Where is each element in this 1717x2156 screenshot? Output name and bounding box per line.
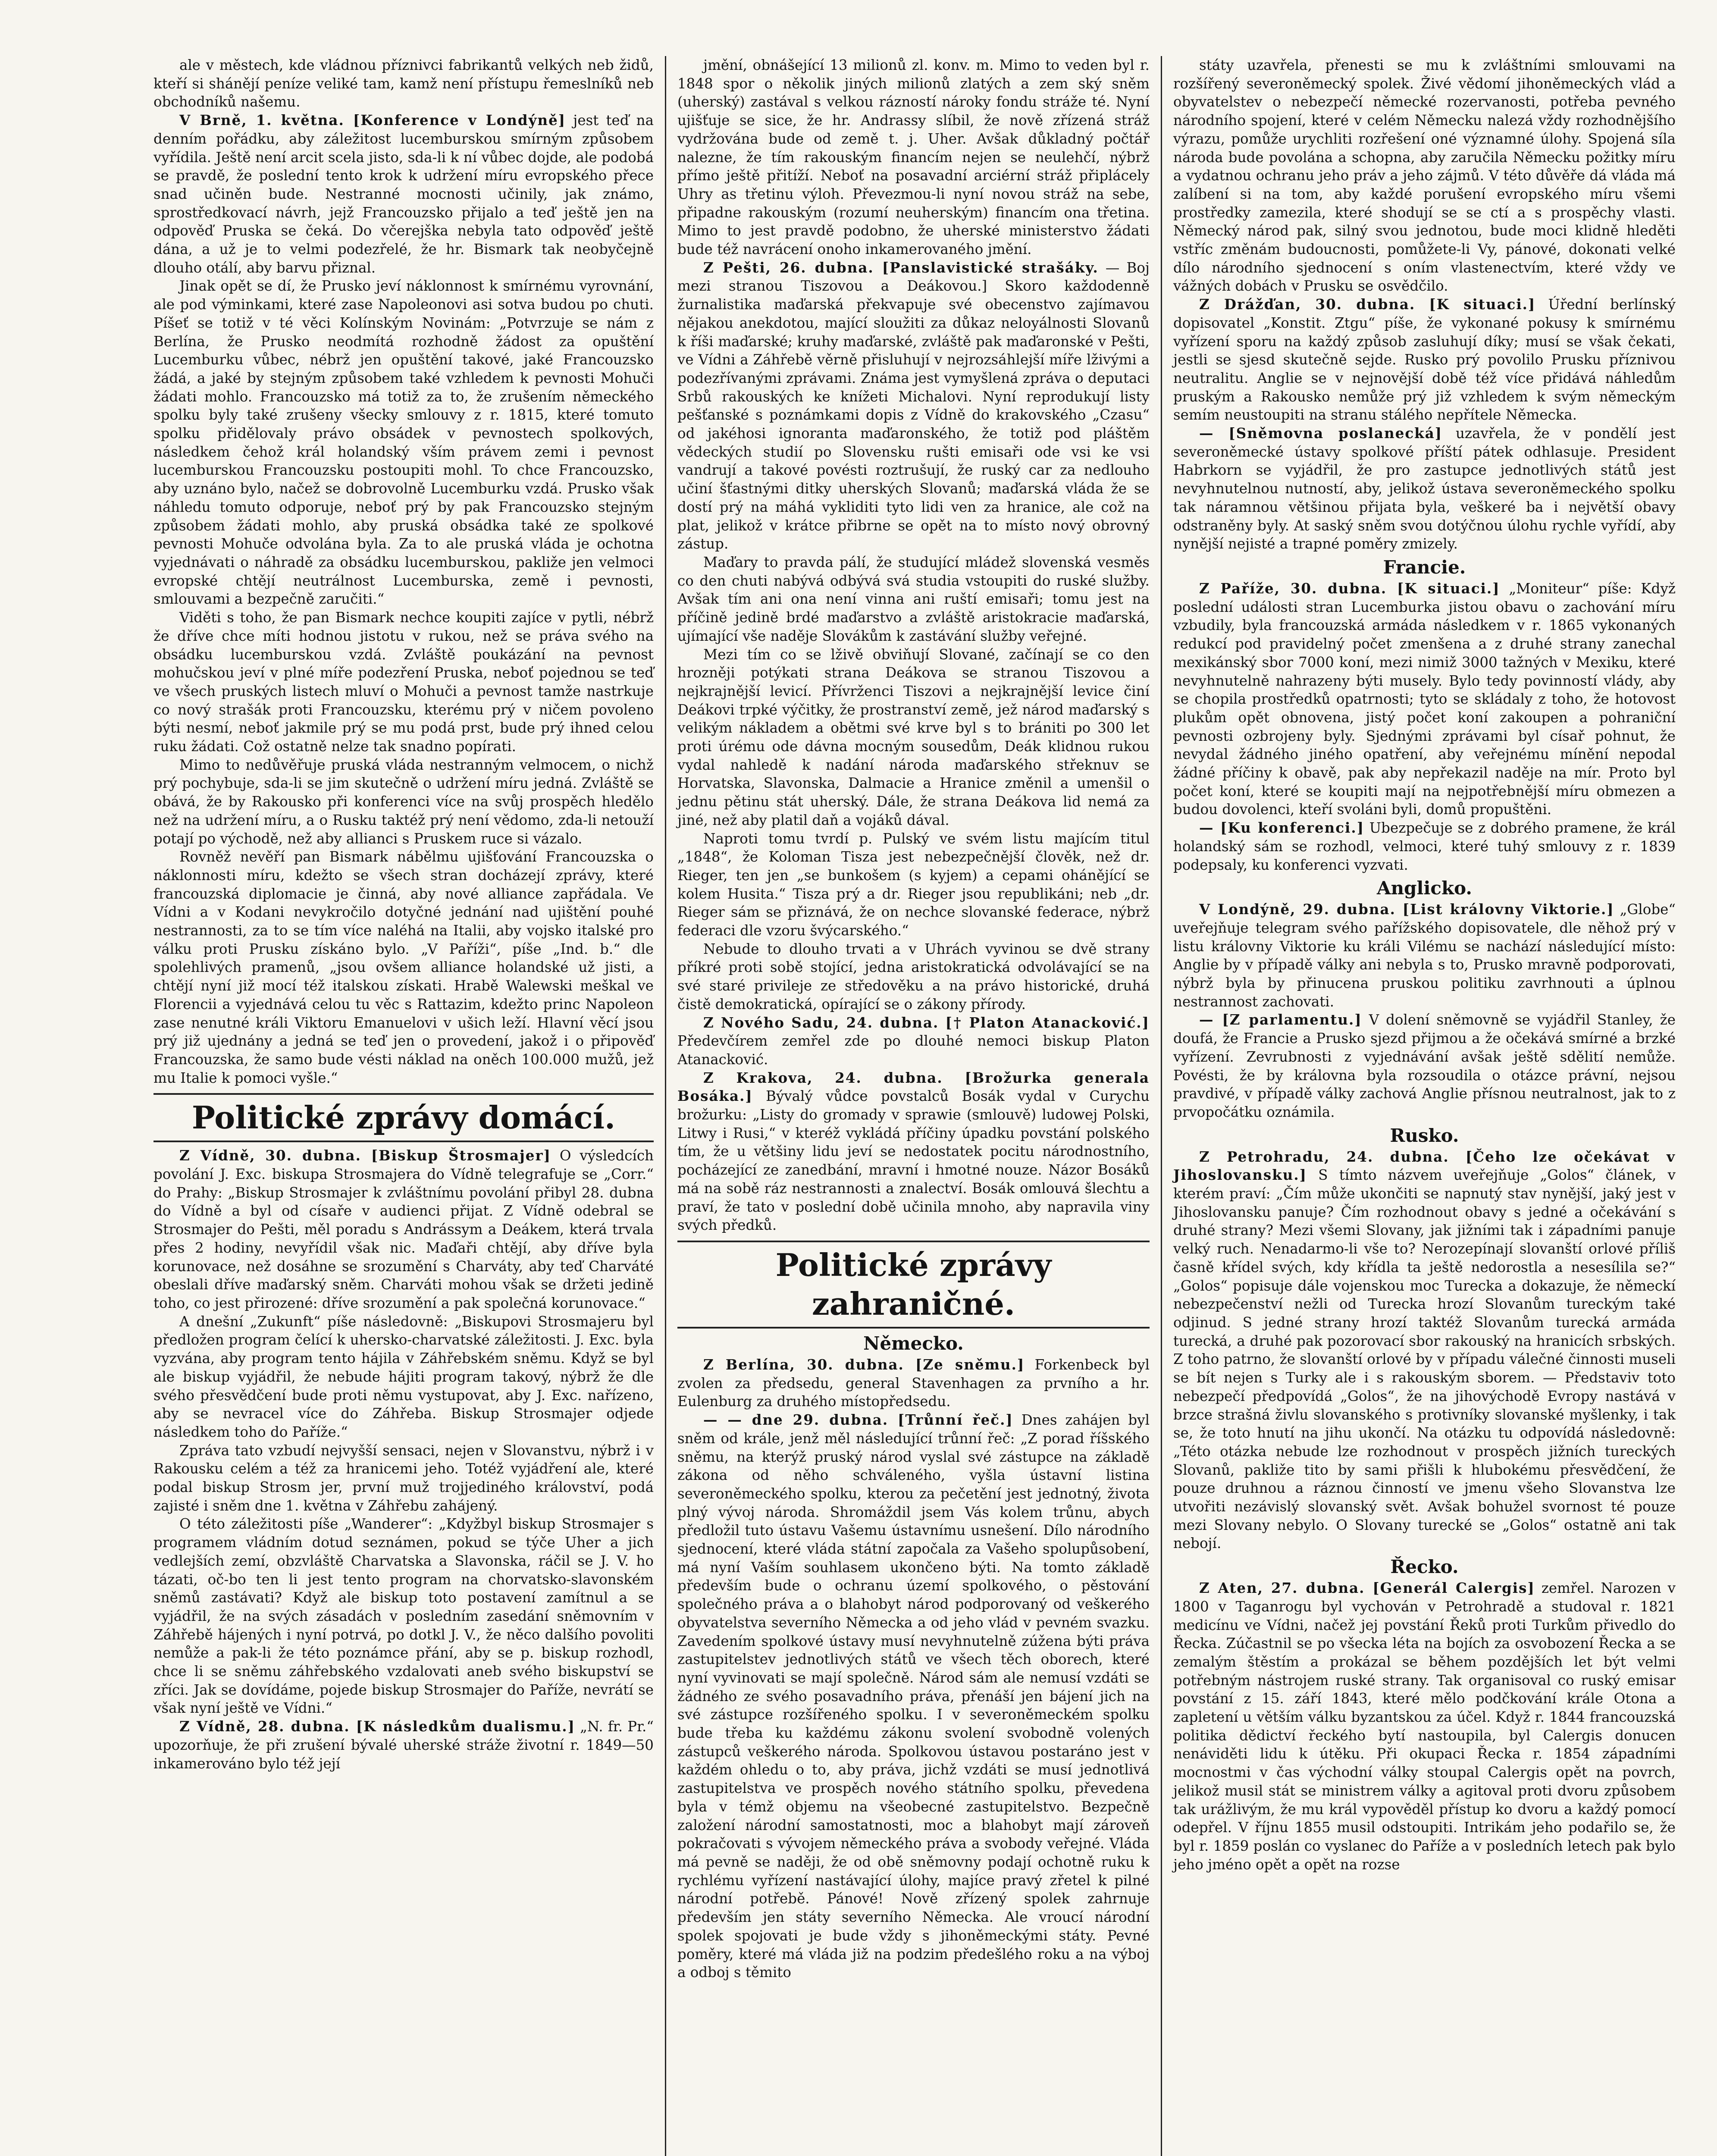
paragraph: O této záležitosti píše „Wanderer“: „Kdyžbyl biskup Strosmajer s programem vládním dotud seznámen, pokud se týče Uher a jich vedlejších zemí, obzvláště Charvatska a Slavonska, ráčil se J. V. ho tázati, oč-bo ten li jest tento program na chorvatsko-slavonském sněmů zastávati? Když ale biskup toto postavení zamítnul a se vyjádřil, že na svých zásadách v posledním zasedání sněmovním v Záhřebě hájených i nyní potrvá, po dotkl J. V., že něco dalšího povoliti nemůže a pak-li že této poznámce přání, aby se p. biskup rozhodl, chce li se sněmu záhřebského vzdalovati aneb svého biskupství se zříci. Jak se dovídáme, pojede biskup Strosmajer do Paříže, nevrátí se však nyní ještě ve Vídni.“ [154,1516,654,1717]
section-heading-domestic: Politické zprávy domácí. [154,1093,654,1142]
country-heading-france: Francie. [1383,556,1466,578]
paragraph: ale v městech, kde vládnou příznivci fabrikantů velkých neb židů, kteří si shánějí peníze veliké tam, kamž není přístupu řemeslníků neb obchodníků našemu. [154,57,654,110]
news-text: Bývalý vůdce povstalců Bosák vydal v Curychu brožurku: „Listy do gromady v sprawie (smlouvě) ludowej Polski, Litwy i Rusi,“ v kteréž vykládá příčiny úpadku povstání polského tím, že u většiny lidu jeví se nedostatek pocitu národnostního, pocházející ze zanedbání, mravní i hmotné nouze. Názor Bosáků má na sobě ráz nestrannosti a znalectví. Bosák omlouvá šlechtu a praví, že tato v poslední době učinila mnoho, aby napravila viny svých předků. [677,1088,1150,1234]
news-item-athens [1173,1579,1676,1874]
dateline: Z Vídně, 28. dubna. [K následkům dualismu.] [179,1718,575,1735]
dateline: V Brně, 1. května. [Konference v Londýně] [179,112,566,129]
paragraph: Viděti s toho, že pan Bismark nechce koupiti zajíce v pytli, nébrž že dříve chce míti hodnou jistotu v rukou, než se práva svého na obsádku lucemburskou vzdá. Zvláště poukázání na pevnost mohučskou jeví v plné míře podezření Pruska, neboť pojednou se teď ve všech pruských listech mluví o Mohuči a pevnost tamže nastrkuje co nový strašák proti Francouzsku, kterému prý v ničem povoleno býti nesmí, neboť jakmile prý se mu podá prst, bude prý ihned celou ruku žádati. Což ostatně nelze tak snadno popírati. [154,609,654,755]
columns [142,56,1687,2156]
dateline: Z Paříže, 30. dubna. [K situaci.] [1199,580,1500,597]
news-text: Dnes zahájen byl sněm od krále, jenž měl následující trůnní řeč: „Z porad říšského sněmu, na kterýž pruský národ vyslal své zástupce na základě zákona od něho schváleného, vyšla ústavní listina severoněmeckého spolku, kterou za pečetění jest jednotný, života plný vývoj národa. Shromáždil jsem Vás kolem trůnu, abych předložil tuto ústavu Vašemu ústavnímu usnešení. Dílo národního sjednocení, které vláda státní započala za Vašeho spolupůsobení, má nyní Vaším souhlasem ukončeno býti. Na tomto základě především bude o ochranu území spolkového, o pěstování společného práva a o blahobyt národ podporovaný od veškerého obyvatelstva severního Německa a od jeho vlád v pevném svazku. Zavedením spolkové ústavy musí nevyhnutelně zúžena býti práva zastupitelstev jednotlivých států ve všech těch oborech, které nyní vyvinovati se mají společně. Národ sám ale nemusí vzdáti se žádného ze svého posavadního práva, přenáší jen bájení jich na své zástupce rozšířeného spolku. I v severoněmeckém spolku bude třeba ku každému zákonu svolení svobodně volených zástupců veškerého národa. Spolkovou ústavou postaráno jest v každém ohledu o to, aby práva, jichž vzdáti se musí jednotlivá zastupitelstva ve prospěch nového státního spolku, převedena byla v témž objemu na všeobecné zastupitelstvo. Bezpečně založení národní samostatnosti, moc a blahobyt mají zároveň pokračovati s vývojem německého práva a svobody veřejné. Vláda má pevně se naději, že od obě sněmovny podají ochotně ruku k rychlému vyřízení nastávající úlohy, majíce pravý zřetel k pilné národní potřebě. Pánové! Nově zřízený spolek zahrnuje především jen státy severního Německa. Ale vroucí národní spolek spojovati je bude vždy s jihoněmeckými státy. Pevné poměry, které má vláda již na podzim předešlého roku a na výboj a odboj s těmito [677,1412,1150,1981]
dateline: — [Ku konferenci.] [1199,819,1365,837]
news-item-parliament [1173,1011,1676,1121]
news-item-petersburg [1173,1148,1676,1553]
column-1 [142,56,666,2156]
news-item-chamber [1173,424,1676,553]
news-text: O výsledcích povolání J. Exc. biskupa Strosmajera do Vídně telegrafuje se „Corr.“ do Prahy: „Biskup Strosmajer k zvláštnímu povolání přibyl 28. dubna do Vídně a byl od císaře v audienci přijat. Z Vídně odebral se Strosmajer do Pešti, měl poradu s Andrássym a Deákem, která trvala přes 2 hodiny, nevyřídil však nic. Maďaři chtějí, aby dříve byla korunovace, než dosáhne se srozumění s Charváty, aby teď Charváté obeslali dříve maďarský sněm. Charváti mohou však se držeti jedině toho, co jest přirozené: dříve srozumění a pak společná korunovace.“ [154,1147,654,1311]
news-text: uzavřela, že v pondělí jest severoněmecké ústavy spolkové příští pátek odhlasuje. President Habrkorn se vyjádřil, že pro zastupce jednotlivých států jest nevyhnutelnou nutností, aby, jelikož ústava severoněmeckého spolku tak náramnou většinou přijata byla, veškeré ba i největší obavy odstraněny byly. At saský sněm svou dotýčnou úlohu rychle vyřídí, aby nynější nejisté a trapné poměry zmizely. [1173,425,1676,552]
dateline: Z Berlína, 30. dubna. [Ze sněmu.] [703,1356,1025,1373]
country-heading-greece: Řecko. [1390,1556,1459,1578]
news-item-dresden [1173,295,1676,424]
country-heading-england: Anglicko. [1377,877,1472,899]
news-text: Předevčírem zemřel zde po dlouhé nemoci biskup Platon Atanacković. [677,1033,1150,1068]
news-text: S tímto názvem uveřejňuje „Golos“ článek, v kterém praví: „Čím může ukončiti se napnutý stav nynější, jaký jest v Jihoslovansku panuje? Čím rozhodnout obavy s jedné a očekávání s druhé strany? Mezi všemi Slovany, jak jižními tak i západními panuje velký ruch. Nenadarmo-li vše to? Nerozepínají slovanští orlové příliš časně křídel svých, kdy křídla ta ještě nedorostla a nesesílila se?“ „Golos“ popisuje dále vojenskou moc Turecka a dokazuje, že německí nebezpečenství nežli od Turecka hrozí Slovanům tureckým také odjinud. S jedné strany hrozí taktéž Slovanům turecká armáda turecká, a druhé pak pozorovací sbor rakouský na hranicích srbských. Z toho patrno, že slovanští orlové by v případu válečné činnosti museli se bít nejen s Turky ale i s rakouským sborem. — Představiv toto nebezpečí předpovídá „Golos“, že na jihovýchodě Evropy nastává v brzce strašná živlu slovanského s protivníky slovanské myšlenky, i tak se, že toto hnutí na jihu ukončí. Na otázku tu odpovídá následovně: „Této otázka nebude lze rozhodnout v prospěch jižních tureckých Slovanů, pakliže tito by sami přišli k hlubokému přesvědčení, že pouze druhnou a ráznou činností ve jmenu všeho Slovanstva lze utvořiti nezávislý slovanský svět. Avšak bohužel svornost té pouze mezi Slovany nebylo. O Slovany turecké se „Golos“ ostatně ani tak nebojí. [1173,1167,1676,1552]
paragraph: Nebude to dlouho trvati a v Uhrách vyvinou se dvě strany příkré proti sobě stojící, jedna aristokratická odvolávající se na své staré privileje ze středověku a na právo historické, druhá čistě demokratická, opírající se o zákony přírody. [677,940,1150,1012]
dateline: Z Vídně, 30. dubna. [Biskup Štrosmajer] [179,1147,551,1164]
dateline: — — dne 29. dubna. [Trůnní řeč.] [703,1411,1013,1429]
column-3 [1162,56,1687,2156]
dateline: Z Nového Sadu, 24. dubna. [† Platon Atanacković.] [703,1014,1150,1031]
news-text: V dolení sněmovně se vyjádřil Stanley, že doufá, že Francie a Prusko sjezd přijmou a že očekává smírné a brzké vyřízení. Zevrubnosti z vyjednávání avšak ještě sdělití nemůže. Povésti, že by královna byla rozsoudila o otázce právní, nejsou pravdivé, v případě války zachová Anglie přísnou neutralnost, jak to z prvopočátku oznámila. [1173,1012,1676,1120]
dateline: Z Petrohradu, 24. dubna. [Čeho lze očekávat v Jihoslovansku.] [1173,1148,1676,1184]
dateline: — [Z parlamentu.] [1199,1011,1362,1028]
news-item-london [1173,900,1676,1011]
news-item-vienna-dualism [154,1717,654,1773]
news-text: „Globe“ uveřejňuje telegram svého pařížského dopisovatele, dle něhož prý v listu královny Viktorie ku králi Vilému se nachází následující místo: Anglie by v případě války ani nebyla s to, Prusko mravně podporovati, nýbrž byla by přinucena pruskou politiku zavrhnouti a úplnou nestrannost zachovati. [1173,901,1676,1010]
dateline: — [Sněmovna poslanecká] [1199,425,1443,442]
dateline: Z Krakova, 24. dubna. [Brožurka generala Bosáka.] [677,1069,1150,1105]
news-text: zemřel. Narozen v 1800 v Taganrogu byl vychován v Petrohradě a studoval r. 1821 medicínu ve Vídni, načež jej povstání Řeků proti Turkům přivedlo do Řecka. Zúčastnil se po všecka léta na bojích za osvobození Řecka a se zemalým štěstím a prokázal se během pozdějších let být velmi potřebným nástrojem ruské strany. Tak organisoval co ruský emisar povstání z 15. září 1843, které mělo podčkování krále Otona a zapletení u větším válku byzantskou za účel. Když r. 1844 francouzská politika dědictví řeckého bytí nastoupila, byl Calergis donucen nenáviděti lidu k útěku. Při okupaci Řecka r. 1854 západními mocnostmi v čas východní války stoupal Calergis opět na povrch, jelikož musil stát se ministrem války a agitoval proti dvoru způsobem tak urážlivým, že mu král vypověděl přístup ko dvoru a každý pomocí odepřel. V říjnu 1855 musil odstoupiti. Intrikám jeho podařilo se, že byl r. 1859 poslán co vyslanec do Paříže a v posledních letech pak bylo jeho jméno opět a opět na rozse [1173,1580,1676,1873]
country-heading-germany: Německo. [863,1333,964,1354]
news-text: Forkenbeck byl zvolen za předsedu, general Stavenhagen za prvního a hr. Eulenburg za druhého místopředsedu. [677,1357,1150,1410]
news-item-berlin [677,1356,1150,1411]
news-item-conference [1173,819,1676,874]
news-text: Ubezpečuje se z dobrého pramene, že král holandský sám se rozhodl, velmoci, které tuhý smlouvy z r. 1839 podepsaly, ku konferenci vyzvati. [1173,820,1676,873]
country-heading-russia: Rusko. [1390,1125,1459,1146]
paragraph: Mezi tím co se lživě obviňují Slované, začínají se co den hrozněji potýkati strana Deákova se stranou Tiszovou a nejkrajnější levicí. Přívrženci Tiszovi a nejkrajnější levice činí Deákovi trpké výčitky, že prostranství země, jež národ maďarský s velikým nákladem a obětmi své krve byl s to brániti po 300 let proti úrému ode dávna mocným sousedům, Deák klidnou rukou vydal nahledě k nadání národa maďarského střeknuv se Horvatska, Slavonska, Dalmacie a Hranice změnil a umenšil o jednu pětinu stát uherský. Dále, že strana Deákova lid nemá za jiné, než aby platil daň a vojáků dával. [677,646,1150,828]
paragraph: Zpráva tato vzbudí nejvyšší sensaci, nejen v Slovanstvu, nýbrž i v Rakousku celém a též za hranicemi jeho. Totéž vyjádření ale, které podal biskup Strosm jer, první muž trojjediného království, podá zajisté i sněm dne 1. května v Záhřebu zahájený. [154,1442,654,1514]
section-heading-foreign: Politické zprávy zahraničné. [677,1241,1150,1329]
paragraph: A dnešní „Zukunft“ píše následovně: „Biskupovi Strosmajeru byl předložen program čelící k uhersko-charvatské záležitosti. J. Exc. byla vyzvána, aby program tento hájila v Záhřebském sněmu. Když se byl ale biskup vyjádřil, že nebude hájiti program takový, nýbrž že dle svého přesvědčení bude proti němu vystupovat, aby J. Exc. nařízeno, aby se nevracel více do Záhřeba. Biskup Strosmajer odjede následkem toho do Paříže.“ [154,1313,654,1440]
news-item-throne-speech [677,1411,1150,1982]
news-item-vienna [154,1147,654,1312]
paragraph: Jinak opět se dí, že Prusko jeví náklonnost k smírnému vyrovnání, ale pod výminkami, které zase Napoleonovi asi sotva budou po chuti. Píšeť se totiž v té věci Kolínským Novinám: „Potvrzuje se nám z Berlína, že Prusko neodmítá rozhodně žádost za opuštění Lucemburku vůbec, nébrž jen opuštění takové, jaké Francouzsko žádá, a jaké by stejným způsobem také vzhledem k pevnosti Mohuči žádati mohlo. Francouzsko má totiž za to, že zrušením německého spolku byly také zrušeny všecky smlouvy z r. 1815, které tomuto spolku přidělovaly právo obsádek v pevnostech spolkových, následkem čehož král holandský vším právem zemi i pevnost lucemburskou Francouzsku postoupiti mohl. To chce Francouzsko, aby uznáno bylo, načež se dobrovolně Lucemburku vzdá. Prusko však náhledu tomuto odporuje, neboť prý by pak Francouzsko stejným způsobem žádati mohlo, aby pruská obsádka také ze spolkové pevnosti Mohuče odvolána byla. Za to ale pruská vláda je ochotna vyjednávati o náhradě za obsádku lucemburskou, pakliže jen velmoci evropské chtějí neutrálnost Lucemburska, země i pevnosti, smlouvami a bezpečně zaručiti.“ [154,278,654,608]
paragraph: Mimo to nedůvěřuje pruská vláda nestranným velmocem, o nichž prý pochybuje, sda-li se jim skutečně o udržení míru jedná. Zvláště se obává, že by Rakousko při konferenci více na svůj prospěch hledělo než na udržení míru, a o Rusku taktéž prý není vědomo, zda-li netouží potají po východě, než aby allianci s Pruskem ruce si vázalo. [154,756,654,847]
column-2 [666,56,1162,2156]
news-text: jest teď na denním pořádku, aby záležitost lucemburskou smírným způsobem vyřídila. Ještě není arcit scela jisto, sda-li k ní vůbec dojde, ale podobá se pravdě, že poslední tento krok k udržení míru evropského přece snad učiněn bude. Nestranné mocnosti učinily, jak známo, sprostředkovací návrh, jejž Francouzsko přijalo a teď ještě jen na odpověď Pruska se čeká. Do včerejška nebyla tato odpověď ještě dána, a už je to velmi podezřelé, že hr. Bismark tak neobyčejně dlouho otálí, aby barvu přiznal. [154,112,654,276]
dateline: V Londýně, 29. dubna. [List královny Viktorie.] [1199,901,1614,918]
news-item-novi-sad [677,1014,1150,1069]
paragraph: jmění, obnášející 13 milionů zl. konv. m. Mimo to veden byl r. 1848 spor o několik jiných milionů zlatých a zem ský sněm (uherský) zastával s velkou rázností nároky fondu stráže té. Nyní ujišťuje se sice, že hr. Andrassy slíbil, že nově zřízená stráž vydržována bude od země t. j. Uher. Avšak důkladný počtář nalezne, že tím rakouským financím nejen se neulehčí, nýbrž přímo ještě přitíží. Neboť na posavadní arciérní stráž připlácely Uhry as třetinu výloh. Převezmou-li nyní novou stráž na sebe, připadne rakouským (rozumí neuherským) financím ona třetina. Mimo to jest pravdě podobno, že uherské ministerstvo žádati bude též navrácení onoho inkamerovaného jmění. [677,57,1150,258]
paragraph: Maďary to pravda pálí, že studující mládež slovenská vesměs co den chuti nabývá odbývá svá studia vstoupiti do ruské služby. Avšak tím ani ona není vinna ani ruští emisaři; tomu jest na příčině jedině brdé maďarstvo a zvláště aristokracie maďarská, ujímající vše naděje Slovákům k zastávání služby veřejné. [677,554,1150,644]
paragraph: Naproti tomu tvrdí p. Pulský ve svém listu majícím titul „1848“, že Koloman Tisza jest nebezpečnější člověk, než dr. Rieger, ten jen „se bunkošem (s kyjem) a cepami ohánějící se kolem Husita.“ Tisza prý a dr. Rieger jsou republikáni; neb „dr. Rieger sám se přiznává, že on nechce slovanské federace, nýbrž federaci dle vzoru švýcarského.“ [677,830,1150,939]
news-item-paris [1173,580,1676,819]
news-item-krakow [677,1069,1150,1235]
paragraph: Rovněž nevěří pan Bismark nábělmu ujišťování Francouzska o náklonnosti míru, kdežto se všech stran docházejí zprávy, které francouzská diplomacie je činná, aby nové alliance zapřádala. Ve Vídni a v Kodani nevykročilo dotyčné jednání nad ujištění pouhé nestrannosti, za to se tím více naléhá na Italii, aby vojsko italské pro válku proti Prusku získáno bylo. „V Paříži“, píše „Ind. b.“ dle spolehlivých pramenů, „jsou ovšem alliance holandské už jisti, a chtějí nyní již mocí též italskou získati. Hrabě Walewski meškal ve Florencii a vyjednává celou tu věc s Rattazim, kdežto princ Napoleon zase nenutné králi Viktoru Emanuelovi v ušich leží. Hlavní věcí jsou prý již ujednány a jedná se teď jen o provedení, jakož i o připověď Francouzska, že samo bude vésti náklad na oněch 100.000 mužů, jež mu Italie k pomoci vyšle.“ [154,849,654,1086]
dateline: Z Aten, 27. dubna. [Generál Calergis] [1199,1579,1535,1597]
news-item-pest [677,259,1150,553]
news-text: „N. fr. Pr.“ upozorňuje, že při zrušení bývalé uherské stráže životní r. 1849—50 inkamerováno bylo též její [154,1718,654,1772]
news-text: — Boj mezi stranou Tiszovou a Deákovou.] Skoro každodenně žurnalistika maďarská překvapuje své obecenstvo zajímavou nějakou anekdotou, mající sloužiti za důkaz neloyálnosti Slovanů k říši maďarské; kruhy maďarské, zvláště pak maďaronské v Pešti, ve Vídni a Záhřebě věrně přisluhují v nejrozsáhlejší míře lživými a podezřívanými zprávami. Známa jest vymyšlená zpráva o deputaci Srbů rakouských ke knížeti Michalovi. Nyní reprodukují listy pešťanské s poznámkami dopis z Vídně do krakovského „Czasu“ od jakéhosi ignoranta maďaronského, že totiž pod pláštěm vědeckých studií po Slovensku rušti emisaři ode vsi ke vsi vandrují a takové povésti roztrušují, že ruský car za nedlouho učiní šťastnými ditky uherských Slovanů; maďarská vláda že se dostí prý na máhá vykliditi tyto lidi ven za hranice, ale což na plat, jelikož v krátce přibrne se opět na to místo nový obrovný zástup. [677,259,1150,552]
paragraph: státy uzavřela, přenesti se mu k zvláštními smlouvami na rozšířený severoněmecký spolek. Živé vědomí jihoněmeckých vlád a obyvatelstev o nebezpečí německé rozervanosti, potřeba pevného národního spojení, které v celém Německu nalezá vždy rozhodnějšího výrazu, pomůže urychliti rozřešení oné významné úlohy. Spojená síla národa bude povolána a schopna, aby zaručila Německu požitky míru a vydatnou ochranu jeho práv a jeho zájmů. V této důvěře dá vláda má zalíbení si na tom, aby každé porušení evropského míru všemi prostředky zamezila, které shodují se se ctí a s prospěchy vlasti. Německý národ pak, silný svou jednotou, bude moci klidně hleděti vstříc změnám budoucnosti, pomůžete-li Vy, pánové, dokonati velké dílo národního sjednocení s oním vlastenectvím, které vždy ve vážných dobách v Prusku se osvědčilo. [1173,57,1676,295]
dateline: Z Pešti, 26. dubna. [Panslavistické strašáky. [703,259,1099,276]
dateline: Z Drážďan, 30. dubna. [K situaci.] [1199,296,1536,313]
news-text: „Moniteur“ píše: Když poslední události stran Lucemburka jistou obavu o zachování míru vzbudily, byla francouzská armáda následkem v r. 1865 vykonaných redukcí pod pravidelný počet zmenšena a z druhé strany zanechal mexikánský sbor 7000 koní, mezi nimiž 3000 tažných v Mexiku, které nevyhnutelně nahrazeny býti musely. Bylo tedy povinností vlády, aby se chopila prostředků opatrnosti; tyto se skládaly z toho, že hotovost plukům opět obnovena, jistý počet koní zakoupen a pohraniční pevnosti ozbrojeny byly. Sjednými zprávami byl císař pohnut, že nevydal žádného jiného opatření, aby veřejnému mínění nepodal žádné příčiny k obavě, pak aby nepřekazil naděje na mír. Proto byl počet koní, které se koupiti mají na nejpotřebnější míru obmezen a budou dovolenci, kteří svoláni byli, domů propuštěni. [1173,580,1676,818]
news-item-brno [154,111,654,277]
news-text: Úřední berlínský dopisovatel „Konstit. Ztgu“ píše, že vykonané pokusy k smírnému vyřízení sporu na každý způsob zasluhují díky; musí se však čekati, jestli se sjesd skutečně sejde. Rusko prý povolilo Prusku příznivou neutralitu. Anglie se v nejnovější době též více přidává náhledům pruským a Rakousko nemůže prý již vzhledem k svým německým semím neustoupiti na stranu stálého nepřítele Německa. [1173,296,1676,423]
